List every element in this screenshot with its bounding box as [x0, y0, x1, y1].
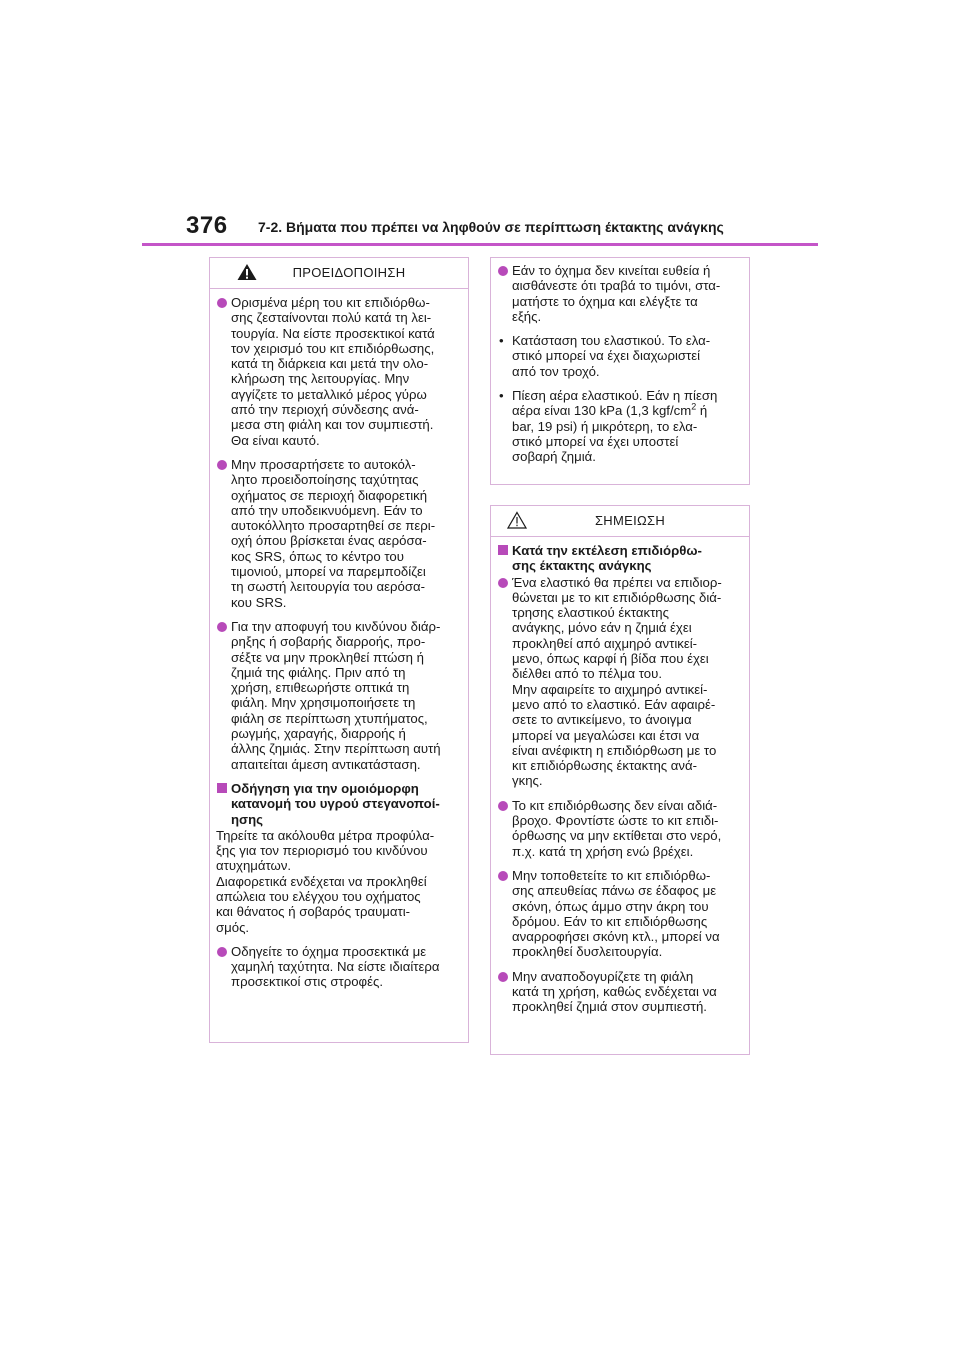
text-line: βροχο. Φροντίστε ώστε το κιτ επιδι- — [512, 813, 719, 829]
text-line: άλλης ζημιάς. Στην περίπτωση αυτή — [231, 741, 441, 757]
text-line: κατανομή του υγρού στεγανοποί- — [231, 796, 440, 812]
text-line: αγγίζετε το μεταλλικό μέρος γύρω — [231, 386, 427, 402]
text-line: σετε το αντικείμενο, το άνοιγμα — [512, 712, 692, 728]
text-line: κου SRS. — [231, 594, 287, 610]
list-item — [216, 457, 459, 610]
text-line: όρθωσης να μην εκτίθεται στο νερό, — [512, 828, 722, 844]
text-line: ησης — [231, 811, 263, 827]
bullet-dot — [498, 801, 508, 811]
text-line: αναρροφήσει σκόνη κτλ., μπορεί να — [512, 929, 720, 945]
text-line: σέξτε να μην προκληθεί πτώση ή — [231, 649, 424, 665]
list-item — [497, 969, 740, 1015]
list-item — [497, 868, 740, 960]
text-line: φιάλη. Μην χρησιμοποιήσετε τη — [231, 695, 416, 711]
section-heading — [497, 543, 740, 574]
bullet-dot — [498, 871, 508, 881]
text-line: Μην προσαρτήσετε το αυτοκόλ- — [231, 456, 416, 472]
text-line: προσεκτικοί στις στροφές. — [231, 974, 383, 990]
text-line: σοβαρή ζημιά. — [512, 449, 596, 465]
text-line: Ένα ελαστικό θα πρέπει να επιδιορ- — [512, 574, 722, 590]
bullet-dot — [217, 947, 227, 957]
bullet-marker: • — [499, 333, 504, 349]
text-line: στικό μπορεί να έχει υποστεί — [512, 433, 679, 449]
text-line: λητο προειδοποίησης ταχύτητας — [231, 472, 419, 488]
list-item — [216, 295, 459, 448]
notice-box — [490, 505, 750, 1055]
text-line: είναι ανέφικτη η επιδιόρθωση με το — [512, 742, 717, 758]
paragraph — [216, 828, 459, 874]
text-line: προκληθεί ζημιά στον συμπιεστή. — [512, 999, 707, 1015]
text-line: ρηξης ή σοβαρής διαρροής, προ- — [231, 634, 426, 650]
list-item — [497, 575, 740, 789]
text-line: κατά τη χρήση, καθώς ενδέχεται να — [512, 984, 717, 1000]
text-line: Μην αφαιρείτε το αιχμηρό αντικεί- — [512, 681, 708, 697]
list-item — [216, 619, 459, 772]
text-line: Μην τοποθετείτε το κιτ επιδιόρθω- — [512, 867, 711, 883]
text-line: κιτ επιδιόρθωσης έκτακτης ανά- — [512, 758, 698, 774]
text-line: αισθάνεστε ότι τραβά το τιμόνι, στα- — [512, 278, 721, 294]
text-line: σμός. — [216, 919, 250, 935]
header-divider — [142, 243, 818, 246]
text-line: Οδηγείτε το όχημα προσεκτικά με — [231, 943, 427, 959]
text-line: και θάνατος ή σοβαρός τραυματι- — [216, 904, 411, 920]
warning-title: ΠΡΟΕΙΔΟΠΟΙΗΣΗ — [292, 265, 406, 280]
list-item — [216, 944, 459, 990]
section-heading — [216, 781, 459, 827]
text-line: σκόνη, όπως άμμο στην άκρη του — [512, 898, 709, 914]
text-line: μεσα στη φιάλη και τον συμπιεστή. — [231, 417, 434, 433]
warning-box — [209, 257, 469, 1043]
text-line: Το κιτ επιδιόρθωσης δεν είναι αδιά- — [512, 797, 718, 813]
text-line: από τον τροχό. — [512, 363, 600, 379]
bullet-dot — [498, 972, 508, 982]
text-line: μενο, όπως καρφί ή βίδα που έχει — [512, 651, 709, 667]
warning-continued-body — [491, 258, 749, 480]
text-line: Ορισμένα μέρη του κιτ επιδιόρθω- — [231, 295, 430, 310]
bullet-marker: • — [499, 388, 504, 404]
text-line: κλήρωση της λειτουργίας. Μην — [231, 371, 410, 387]
text-line: σης ζεσταίνονται πολύ κατά τη λει- — [231, 310, 432, 326]
text-line: οχή όπου βρίσκεται ένας αερόσα- — [231, 533, 427, 549]
text-line: φιάλη σε περίπτωση χτυπήματος, — [231, 710, 428, 726]
notice-body — [491, 537, 749, 1030]
text-line: τον χειρισμό του κιτ επιδιόρθωσης, — [231, 340, 435, 356]
text-line: εξής. — [512, 308, 542, 324]
bullet-dot — [217, 298, 227, 308]
text-line: χρήση, επιθεωρήστε οπτικά τη — [231, 680, 410, 696]
text-line: Μην αναποδογυρίζετε τη φιάλη — [512, 968, 694, 984]
text-line: από την περιοχή σύνδεσης ανά- — [231, 402, 419, 418]
bullet-dot — [217, 622, 227, 632]
notice-title: ΣΗΜΕΙΩΣΗ — [594, 513, 666, 528]
text-line: ατυχημάτων. — [216, 858, 292, 874]
notice-box-header — [491, 506, 749, 537]
text-line: στικό μπορεί να έχει διαχωριστεί — [512, 348, 701, 364]
text-line: χαμηλή ταχύτητα. Να είστε ιδιαίτερα — [231, 959, 440, 975]
text-line: οχήματος σε περιοχή διαφορετική — [231, 487, 428, 503]
text-line: σης έκτακτης ανάγκης — [512, 558, 652, 574]
text-line: Εάν το όχημα δεν κινείται ευθεία ή — [512, 263, 711, 278]
text-line: δρόμου. Εάν το κιτ επιδιόρθωσης — [512, 913, 708, 929]
paragraph — [512, 682, 716, 789]
text-line: τρησης ελαστικού έκτακτης — [512, 605, 669, 621]
text-line: ανάγκης, μόνο εάν η ζημιά έχει — [512, 620, 692, 636]
text-line: ή — [696, 403, 708, 419]
superscript: 2 — [691, 401, 697, 412]
text-line: απαιτείται άμεση αντικατάσταση. — [231, 756, 421, 772]
warning-box-header — [210, 258, 468, 289]
text-line: ζημιά της φιάλης. Πριν από τη — [231, 664, 406, 680]
text-line: τουργία. Να είστε προσεκτικοί κατά — [231, 325, 435, 341]
text-line: μπορεί να μεγαλώσει και έτσι να — [512, 727, 700, 743]
list-item — [497, 333, 740, 379]
text-line: αέρα είναι 130 kPa (1,3 kgf/cm — [512, 403, 692, 419]
page-number: 376 — [186, 212, 228, 239]
list-item — [497, 798, 740, 859]
list-item — [497, 388, 740, 464]
bullet-dot — [217, 460, 227, 470]
text-line: Τηρείτε τα ακόλουθα μέτρα προφύλα- — [216, 827, 435, 843]
bullet-dot — [498, 266, 508, 276]
paragraph — [216, 874, 459, 935]
list-item — [497, 263, 740, 324]
bullet-dot — [498, 578, 508, 588]
text-line: μενο από το ελαστικό. Εάν αφαιρέ- — [512, 696, 716, 712]
text-line: ρωγμής, χαραγής, διαρροής ή — [231, 726, 406, 742]
warning-continued-box — [490, 257, 750, 485]
text-line: bar, 19 psi) ή μικρότερη, το ελα- — [512, 418, 698, 434]
text-line: Πίεση αέρα ελαστικού. Εάν η πίεση — [512, 388, 718, 404]
warning-body — [210, 289, 468, 1005]
text-line: Οδήγηση για την ομοιόμορφη — [231, 780, 419, 796]
text-line: διέλθει από το πέλμα του. — [512, 666, 662, 682]
heading-square — [217, 783, 227, 793]
text-line: από την υποδεικνυόμενη. Εάν το — [231, 502, 423, 518]
text-line: τη σωστή λειτουργία του αερόσα- — [231, 579, 426, 595]
heading-square — [498, 545, 508, 555]
text-line: θώνεται με το κιτ επιδιόρθωσης διά- — [512, 589, 722, 605]
text-line: αυτοκόλλητο προσαρτηθεί σε περι- — [231, 518, 436, 534]
text-line: σης απευθείας πάνω σε έδαφος με — [512, 883, 717, 899]
section-title: 7-2. Βήματα που πρέπει να ληφθούν σε περίπτωση έκτακτης ανάγκης — [258, 219, 724, 235]
text-line: κατά τη διάρκεια και μετά την ολο- — [231, 356, 429, 372]
text-line: προκληθεί από αιχμηρό αντικεί- — [512, 635, 698, 651]
page-header — [186, 212, 776, 238]
text-line: κος SRS, όπως το κέντρο του — [231, 548, 404, 564]
text-line: Για την αποφυγή του κινδύνου διάρ- — [231, 618, 441, 634]
text-line: Κατάσταση του ελαστικού. Το ελα- — [512, 333, 711, 349]
text-line: τιμονιού, μπορεί να παρεμποδίζει — [231, 564, 426, 580]
text-line: Διαφορετικά ενδέχεται να προκληθεί — [216, 873, 427, 889]
text-line: ξης για τον περιορισμό του κινδύνου — [216, 843, 428, 859]
text-line: π.χ. κατά τη χρήση ενώ βρέχει. — [512, 843, 694, 859]
text-line: Θα είναι καυτό. — [231, 432, 320, 448]
text-line: ματήστε το όχημα και ελέγξτε τα — [512, 293, 698, 309]
text-line: απώλεια του ελέγχου του οχήματος — [216, 888, 421, 904]
text-line: Κατά την εκτέλεση επιδιόρθω- — [512, 543, 702, 558]
text-line: προκληθεί δυσλειτουργία. — [512, 944, 663, 960]
text-line: γκης. — [512, 773, 543, 789]
